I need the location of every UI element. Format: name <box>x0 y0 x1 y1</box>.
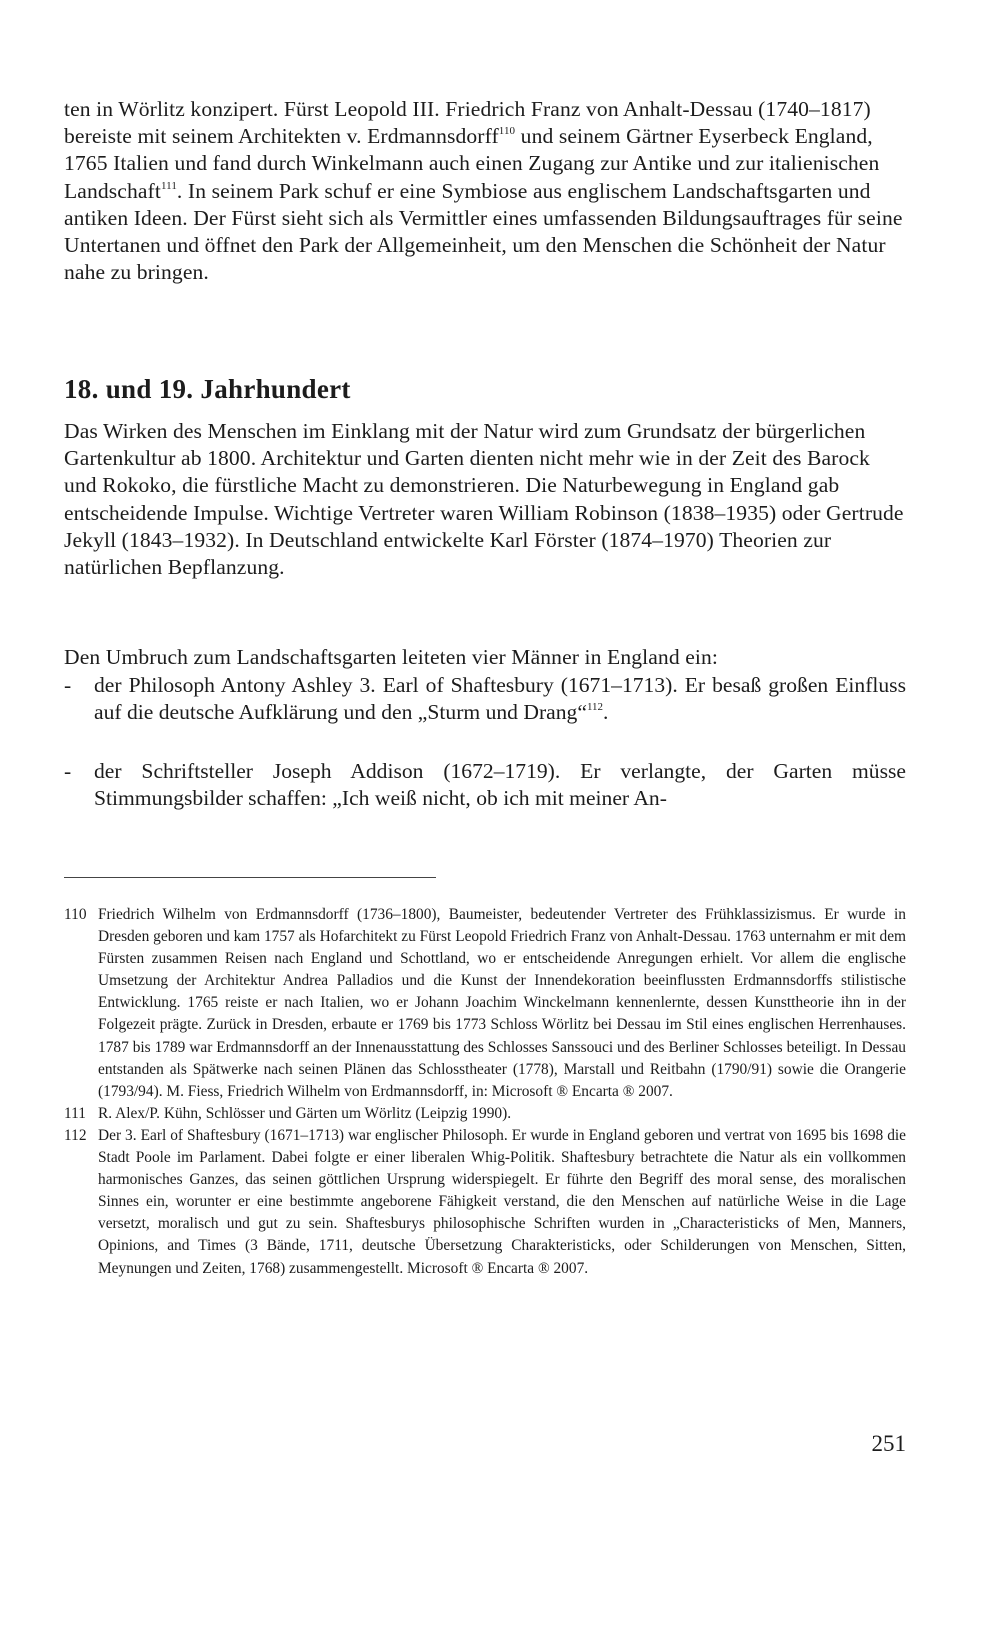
men-intro-text: Den Umbruch zum Landschaftsgarten leiteten vier Männer in England ein: <box>64 645 718 669</box>
bullet-dash: - <box>64 673 72 697</box>
list-item-text: der Schriftsteller Joseph Addison (1672–1719). Er verlangte, der Garten müsse Stimmungsbilder schaffen: „Ich weiß nicht, ob ich mit meiner An- <box>94 759 906 811</box>
book-page <box>64 96 906 1277</box>
footnote-text: Der 3. Earl of Shaftesbury (1671–1713) war englischer Philosoph. Er wurde in England geboren und vertrat von 1695 bis 1698 die Stadt Poole im Parlament. Dabei folgte er einer liberalen Whig-Politik. Shaftesbury betrachtete die Natur als ein vollkommen harmonisches Ganzes, das seinen göttlichen Ursprung widerspiegelt. Er führte den Begriff des moral sense, des moralischen Sinnes ein, worunter er eine bestimmte angeborene Fähigkeit verstand, die den Menschen auf natürliche Weise in die Lage versetzt, moralisch und gut zu sein. Shaftesburys philosophische Schriften wurden in „Characteristicks of Men, Manners, Opinions, and Times (3 Bände, 1711, deutsche Übersetzung Charakteristicks, oder Schilderungen von Menschen, Sitten, Meynungen und Zeiten, 1768) zusammengestellt. Microsoft ® Encarta ® 2007. <box>98 1126 906 1277</box>
footnote-text: R. Alex/P. Kühn, Schlösser und Gärten um Wörlitz (Leipzig 1990). <box>98 1104 512 1122</box>
men-intro-paragraph <box>64 644 906 671</box>
footnotes <box>64 904 906 1280</box>
section-heading: 18. und 19. Jahrhundert <box>64 374 351 404</box>
footnote-ref-112[interactable]: 112 <box>586 701 604 714</box>
footnote-number: 110 <box>64 906 87 923</box>
footnote-111 <box>64 1103 906 1125</box>
footnote-divider <box>64 877 436 878</box>
intro-paragraph <box>64 96 906 286</box>
intro-text: ten in Wörlitz konzipert. Fürst Leopold III. Friedrich Franz von Anhalt-Dessau (1740–1817) bereiste mit seinem Architekten v. Erdmannsdorff$^{110}$ und seinem Gärtner Eyserbeck England, 1765 Italien und fand durch Winkelmann auch einen Zugang zur Antike und zur italienischen Landschaft$^{111}$. In seinem Park schuf er eine Symbiose aus englischem Landschaftsgarten und antiken Ideen. Der Fürst sieht sich als Vermittler eines umfassenden Bildungsauftrages für seine Untertanen und öffnet den Park der Allgemeinheit, um den Menschen die Schönheit der Natur nahe zu bringen. <box>64 97 903 285</box>
section-paragraph <box>64 418 906 581</box>
list-item <box>64 758 906 812</box>
footnote-ref-110[interactable]: 110 <box>498 125 516 138</box>
section-text: Das Wirken des Menschen im Einklang mit der Natur wird zum Grundsatz der bürgerlichen Gartenkultur ab 1800. Architektur und Garten dienten nicht mehr wie in der Zeit des Barock und Rokoko, die fürstliche Macht zu demonstrieren. Die Naturbewegung in England gab entscheidende Impulse. Wichtige Vertreter waren William Robinson (1838–1935) oder Gertrude Jekyll (1843–1932). In Deutschland entwickelte Karl Förster (1874–1970) Theorien zur natürlichen Bepflanzung. <box>64 419 904 580</box>
footnote-text: Friedrich Wilhelm von Erdmannsdorff (1736–1800), Baumeister, bedeutender Vertreter des Frühklassizismus. Er wurde in Dresden geboren und kam 1757 als Hofarchitekt zu Fürst Leopold Friedrich Franz von Anhalt-Dessau. 1763 unternahm er mit dem Fürsten zusammen Reisen nach England und Schottland, wo er entscheidende Anregungen erhielt. Vor allem die englische Umsetzung der Architektur Andrea Palladios und die Kunst der Innendekoration beeinflussten Erdmannsdorffs stilistische Entwicklung. 1765 reiste er nach Italien, wo er Johann Joachim Winckelmann kennenlernte, dessen Kunsttheorie ihn in der Folgezeit prägte. Zurück in Dresden, erbaute er 1769 bis 1773 Schloss Wörlitz bei Dessau im Stil eines englischen Herrenhauses. 1787 bis 1789 war Erdmannsdorff an der Innenausstattung des Schlosses Sanssouci und des Berliner Schlosses beteiligt. In Dessau entstanden als Spätwerke nach seinen Plänen das Schlosstheater (1778), Marstall und Reitbahn (1790/91) sowie die Orangerie (1793/94). M. Fiess, Friedrich Wilhelm von Erdmannsdorff, in: Microsoft ® Encarta ® 2007. <box>98 906 906 1100</box>
footnote-ref-111[interactable]: 111 <box>160 179 177 192</box>
page-number: 251 <box>871 1431 906 1456</box>
list-item-text: der Philosoph Antony Ashley 3. Earl of Shaftesbury (1671–1713). Er besaß großen Einfluss auf die deutsche Aufklärung und den „Sturm und Drang“$^{112}$. <box>94 673 906 725</box>
footnote-number: 112 <box>64 1126 87 1144</box>
bullet-dash: - <box>64 759 72 783</box>
footnote-number: 111 <box>64 1104 86 1122</box>
footnote-112 <box>64 1125 906 1280</box>
list-item <box>64 672 906 726</box>
footnote-110 <box>64 904 906 1103</box>
